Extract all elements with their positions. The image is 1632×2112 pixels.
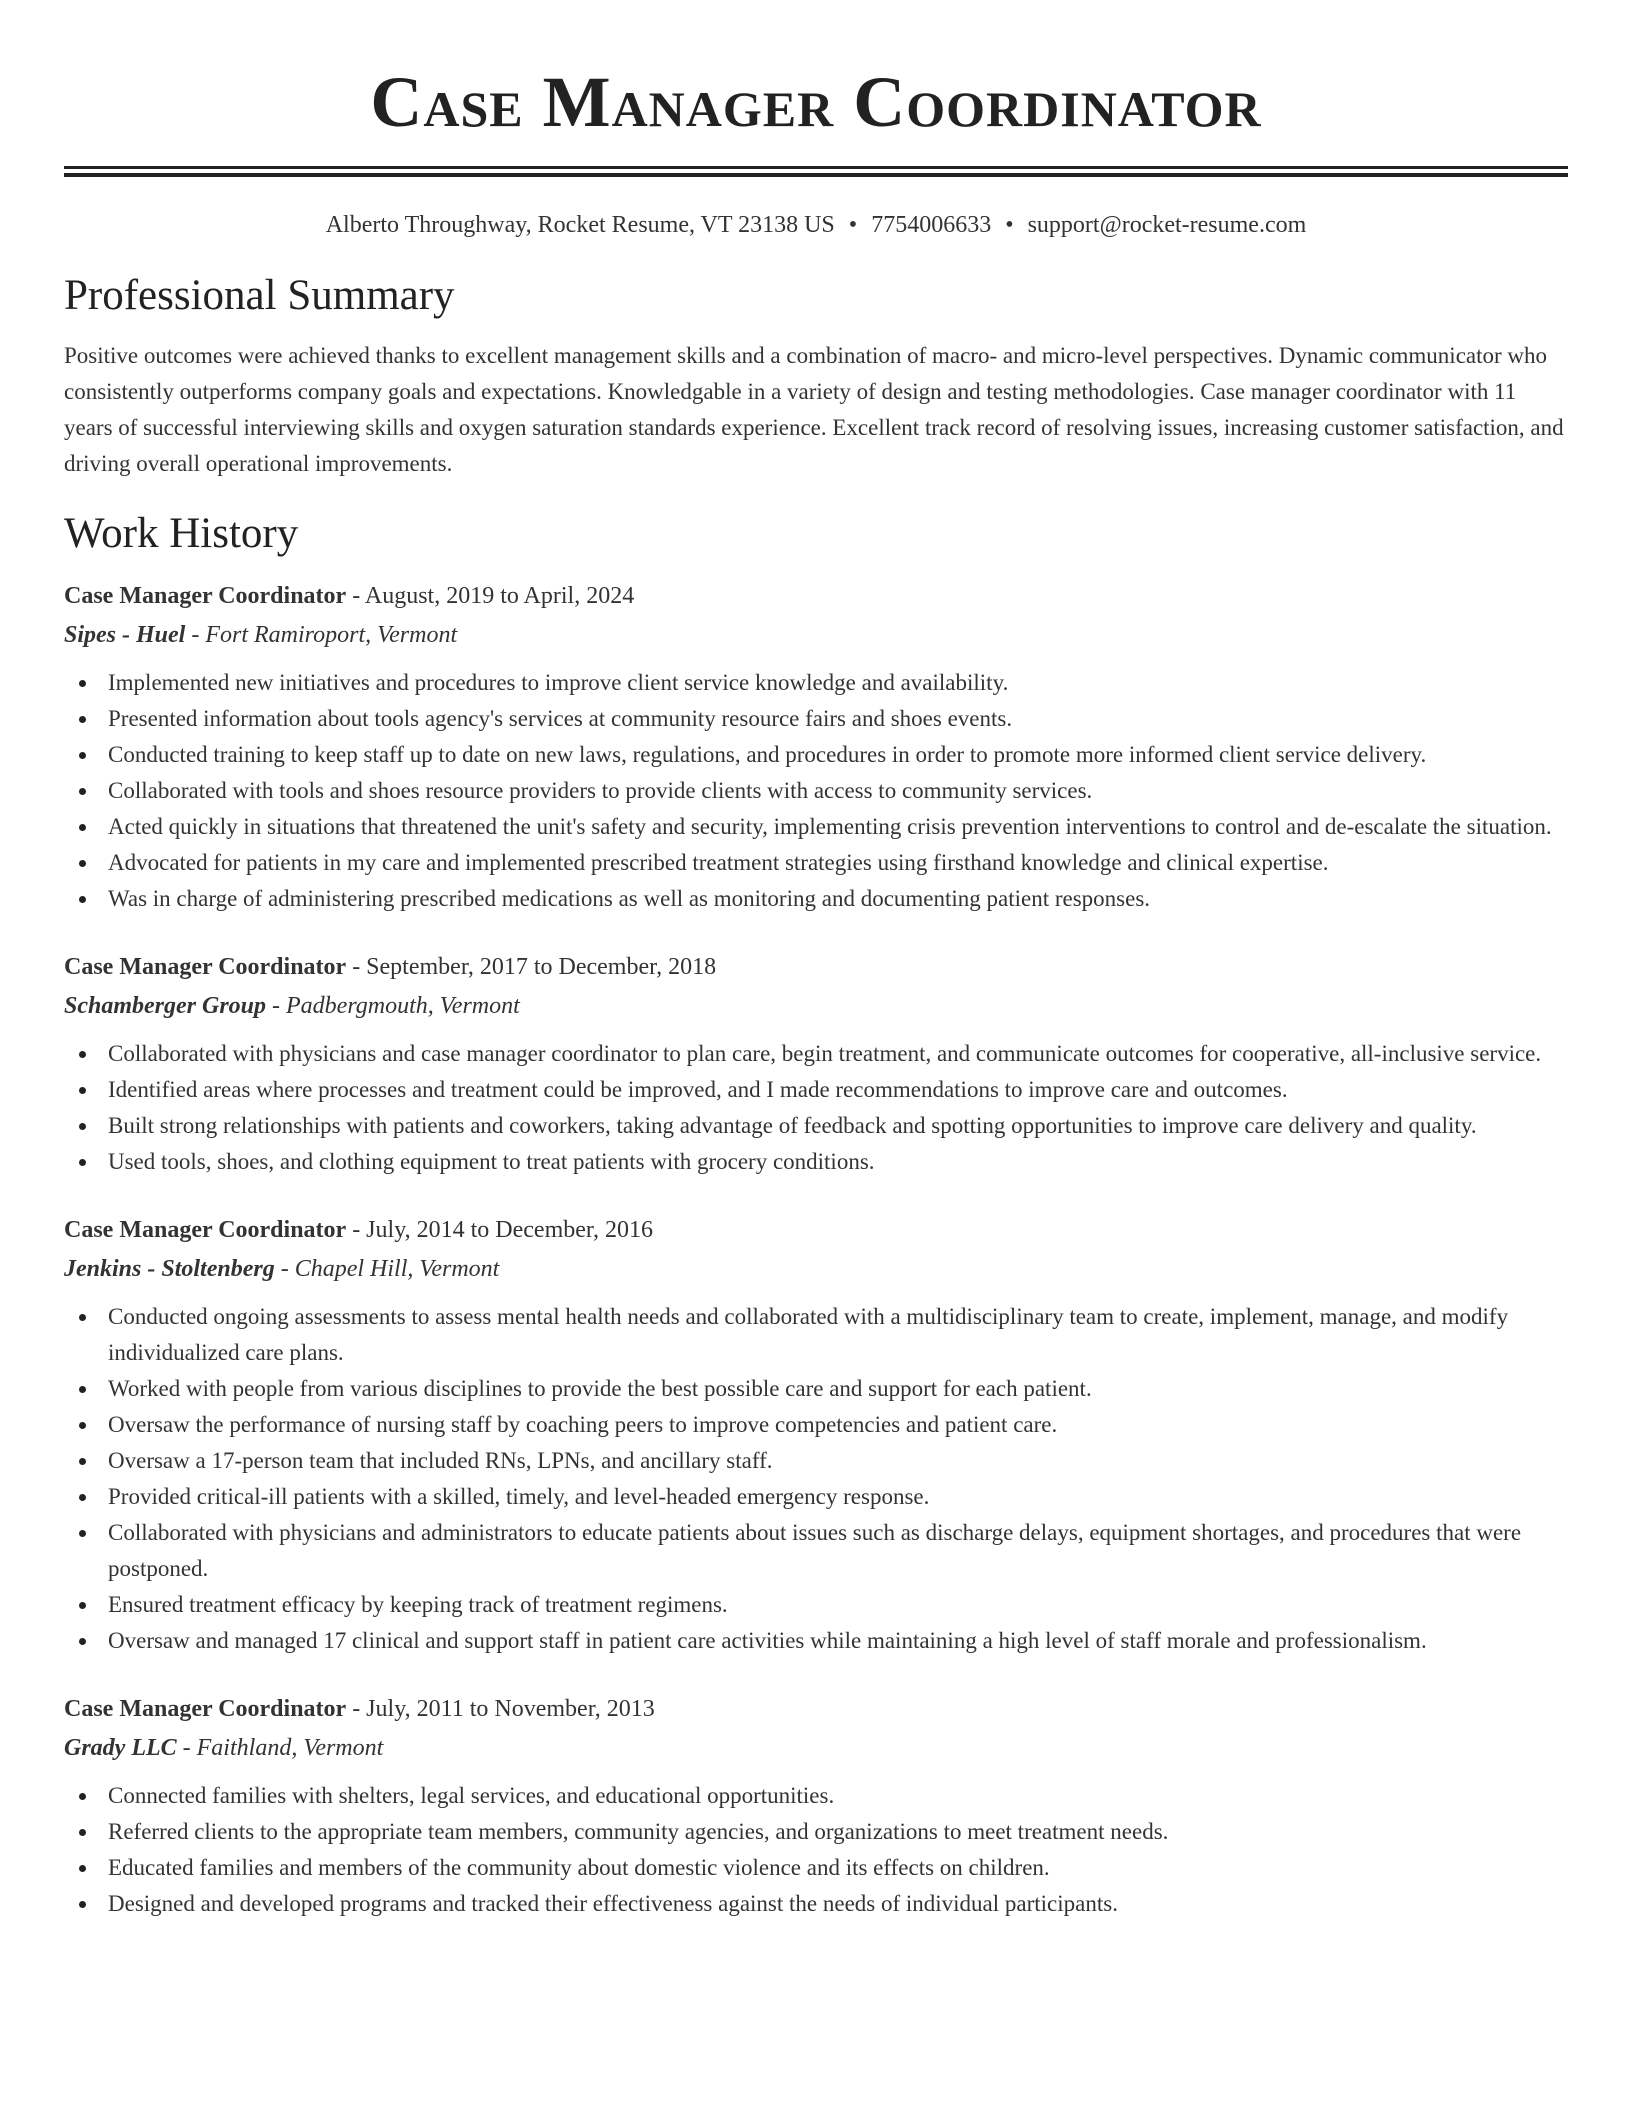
job-company-line xyxy=(64,1251,1568,1287)
bullet-separator: • xyxy=(848,212,858,238)
job-title-line xyxy=(64,1212,1568,1248)
contact-line xyxy=(64,210,1568,240)
job-bullet: Oversaw a 17-person team that included RNs, LPNs, and ancillary staff. xyxy=(64,1443,1568,1479)
job-bullet: Designed and developed programs and tracked their effectiveness against the needs of individual participants. xyxy=(64,1886,1568,1922)
summary-text: Positive outcomes were achieved thanks to excellent management skills and a combination of macro- and micro-level perspectives. Dynamic communicator who consistently outperforms company goals and expectations. Knowledgable in a variety of design and testing methodologies. Case manager coordinator with 11 years of successful interviewing skills and oxygen saturation standards experience. Excellent track record of resolving issues, increasing customer satisfaction, and driving overall operational improvements. xyxy=(64,343,1564,476)
title-double-rule xyxy=(64,166,1568,169)
job-entry xyxy=(64,578,1568,917)
job-bullet: Identified areas where processes and treatment could be improved, and I made recommendations to improve care and outcomes. xyxy=(64,1072,1568,1108)
job-company: Sipes - Huel xyxy=(64,622,186,648)
job-company: Jenkins - Stoltenberg xyxy=(64,1256,275,1282)
job-company-line xyxy=(64,988,1568,1024)
job-bullet: Worked with people from various disciplines to provide the best possible care and support for each patient. xyxy=(64,1371,1568,1407)
job-bullet: Referred clients to the appropriate team members, community agencies, and organizations to meet treatment needs. xyxy=(64,1814,1568,1850)
job-bullet: Conducted training to keep staff up to date on new laws, regulations, and procedures in order to promote more informed client service delivery. xyxy=(64,737,1568,773)
job-location: - Chapel Hill, Vermont xyxy=(274,1256,500,1282)
job-title-line xyxy=(64,578,1568,614)
job-bullet: Ensured treatment efficacy by keeping track of treatment regimens. xyxy=(64,1587,1568,1623)
job-dates: - July, 2014 to December, 2016 xyxy=(346,1217,653,1243)
resume-title: Case Manager Coordinator xyxy=(370,62,1262,142)
job-bullet-list xyxy=(64,1778,1568,1922)
job-company: Schamberger Group xyxy=(64,993,267,1019)
job-bullet: Implemented new initiatives and procedures to improve client service knowledge and availability. xyxy=(64,665,1568,701)
contact-phone: 7754006633 xyxy=(871,212,992,238)
job-bullet: Collaborated with physicians and case manager coordinator to plan care, begin treatment, and communicate outcomes for cooperative, all-inclusive service. xyxy=(64,1036,1568,1072)
bullet-separator: • xyxy=(1005,212,1014,238)
job-bullet: Collaborated with physicians and administrators to educate patients about issues such as discharge delays, equipment shortages, and procedures that were postponed. xyxy=(64,1515,1568,1587)
job-bullet: Connected families with shelters, legal services, and educational opportunities. xyxy=(64,1778,1568,1814)
job-bullet: Used tools, shoes, and clothing equipment to treat patients with grocery conditions. xyxy=(64,1144,1568,1180)
job-bullet: Oversaw the performance of nursing staff by coaching peers to improve competencies and patient care. xyxy=(64,1407,1568,1443)
job-bullet: Oversaw and managed 17 clinical and support staff in patient care activities while maintaining a high level of staff morale and professionalism. xyxy=(64,1623,1568,1659)
job-company: Grady LLC xyxy=(64,1735,177,1761)
job-bullet: Was in charge of administering prescribed medications as well as monitoring and documenting patient responses. xyxy=(64,881,1568,917)
job-bullet-list xyxy=(64,1036,1568,1180)
work-history-heading: Work History xyxy=(64,510,299,557)
job-bullet: Educated families and members of the community about domestic violence and its effects on children. xyxy=(64,1850,1568,1886)
job-entry xyxy=(64,1691,1568,1922)
job-title-line xyxy=(64,1691,1568,1727)
job-bullet-list xyxy=(64,1299,1568,1659)
job-company-line xyxy=(64,1730,1568,1766)
job-bullet: Conducted ongoing assessments to assess mental health needs and collaborated with a multidisciplinary team to create, implement, manage, and modify individualized care plans. xyxy=(64,1299,1568,1371)
job-location: - Padbergmouth, Vermont xyxy=(266,993,520,1019)
job-bullet: Provided critical-ill patients with a skilled, timely, and level-headed emergency response. xyxy=(64,1479,1568,1515)
job-dates: - July, 2011 to November, 2013 xyxy=(346,1696,655,1722)
job-bullet: Advocated for patients in my care and implemented prescribed treatment strategies using firsthand knowledge and clinical expertise. xyxy=(64,845,1568,881)
job-title: Case Manager Coordinator xyxy=(64,954,347,980)
job-entry xyxy=(64,949,1568,1180)
job-title: Case Manager Coordinator xyxy=(64,583,347,609)
contact-email: support@rocket-resume.com xyxy=(1027,212,1307,238)
job-title: Case Manager Coordinator xyxy=(64,1217,347,1243)
job-dates: - August, 2019 to April, 2024 xyxy=(346,583,635,609)
job-dates: - September, 2017 to December, 2018 xyxy=(346,954,717,980)
job-bullet: Presented information about tools agency's services at community resource fairs and shoes events. xyxy=(64,701,1568,737)
job-bullet: Built strong relationships with patients and coworkers, taking advantage of feedback and spotting opportunities to improve care delivery and quality. xyxy=(64,1108,1568,1144)
job-title: Case Manager Coordinator xyxy=(64,1696,347,1722)
job-entry xyxy=(64,1212,1568,1659)
job-bullet: Acted quickly in situations that threatened the unit's safety and security, implementing crisis prevention interventions to control and de-escalate the situation. xyxy=(64,809,1568,845)
job-location: - Faithland, Vermont xyxy=(176,1735,384,1761)
job-bullet: Collaborated with tools and shoes resource providers to provide clients with access to community services. xyxy=(64,773,1568,809)
job-company-line xyxy=(64,617,1568,653)
job-location: - Fort Ramiroport, Vermont xyxy=(185,622,458,648)
job-bullet-list xyxy=(64,665,1568,917)
job-title-line xyxy=(64,949,1568,985)
contact-address: Alberto Throughway, Rocket Resume, VT 23138 US xyxy=(325,212,835,238)
summary-heading: Professional Summary xyxy=(64,272,455,319)
